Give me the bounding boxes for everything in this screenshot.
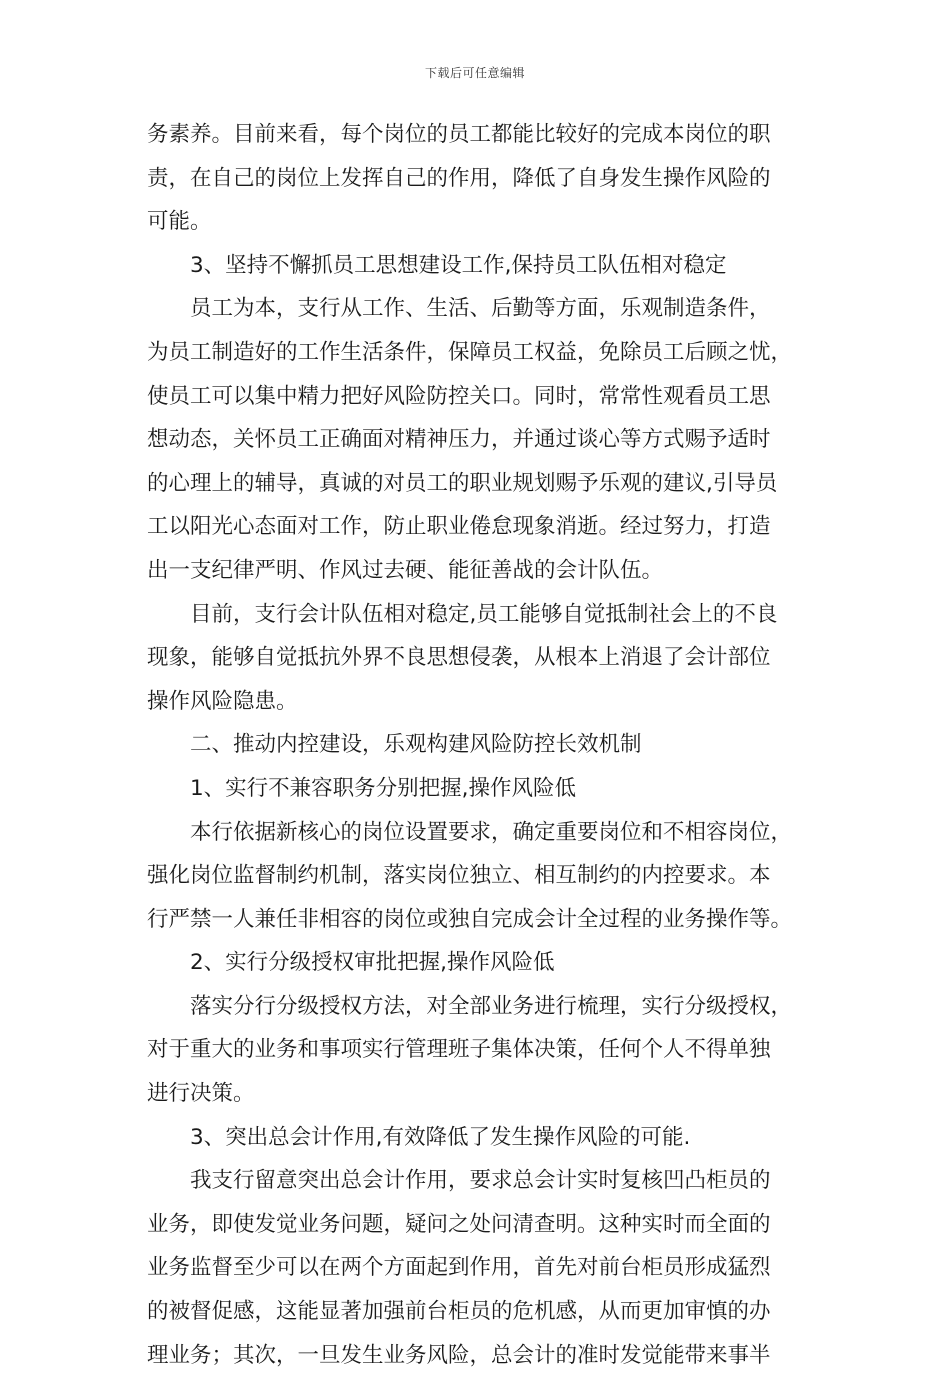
subsection-heading: 2、实行分级授权审批把握,操作风险低 (190, 950, 555, 976)
paragraph-line: 使员工可以集中精力把好风险防控关口。同时，常常性观看员工思 (147, 383, 771, 409)
paragraph-line: 行严禁一人兼任非相容的岗位或独自完成会计全过程的业务操作等。 (147, 906, 793, 932)
paragraph-line: 务素养。目前来看，每个岗位的员工都能比较好的完成本岗位的职 (147, 122, 771, 147)
paragraph-line: 我支行留意突出总会计作用，要求总会计实时复核凹凸柜员的 (190, 1168, 771, 1194)
paragraph-line: 业务监督至少可以在两个方面起到作用，首先对前台柜员形成猛烈 (147, 1255, 771, 1281)
paragraph-line: 对于重大的业务和事项实行管理班子集体决策，任何个人不得单独 (147, 1037, 771, 1063)
subsection-heading: 1、实行不兼容职务分别把握,操作风险低 (190, 775, 577, 801)
paragraph-line: 责，在自己的岗位上发挥自己的作用，降低了自身发生操作风险的 (147, 165, 771, 191)
paragraph-line: 为员工制造好的工作生活条件，保障员工权益，免除员工后顾之忧， (147, 339, 793, 365)
paragraph-line: 目前，支行会计队伍相对稳定,员工能够自觉抵制社会上的不良 (190, 601, 778, 627)
paragraph-line: 员工为本，支行从工作、生活、后勤等方面，乐观制造条件， (190, 296, 771, 322)
paragraph-line: 强化岗位监督制约机制，落实岗位独立、相互制约的内控要求。本 (147, 863, 771, 889)
paragraph-line: 工以阳光心态面对工作，防止职业倦怠现象消逝。经过努力，打造 (147, 514, 771, 540)
paragraph-line: 想动态，关怀员工正确面对精神压力，并通过谈心等方式赐予适时 (147, 427, 771, 453)
subsection-heading: 3、突出总会计作用,有效降低了发生操作风险的可能. (190, 1124, 691, 1150)
page-header: 下载后可任意编辑 (424, 66, 525, 80)
section-heading: 二、推动内控建设，乐观构建风险防控长效机制 (190, 732, 642, 758)
paragraph-line: 本行依据新核心的岗位设置要求，确定重要岗位和不相容岗位， (190, 819, 793, 845)
paragraph-line: 业务，即使发觉业务问题，疑问之处问清查明。这种实时而全面的 (147, 1211, 771, 1237)
paragraph-line: 理业务；其次，一旦发生业务风险，总会计的准时发觉能带来事半 (147, 1342, 771, 1368)
paragraph-line: 进行决策。 (147, 1081, 255, 1107)
paragraph-line: 出一支纪律严明、作风过去硬、能征善战的会计队伍。 (147, 557, 664, 583)
section-heading: 3、坚持不懈抓员工思想建设工作,保持员工队伍相对稳定 (190, 252, 727, 278)
document-body (147, 113, 827, 1377)
paragraph-line: 操作风险隐患。 (147, 688, 298, 714)
paragraph-line: 现象，能够自觉抵抗外界不良思想侵袭，从根本上消退了会计部位 (147, 645, 771, 671)
paragraph-line: 的心理上的辅导，真诚的对员工的职业规划赐予乐观的建议,引导员 (147, 470, 778, 496)
paragraph-line: 的被督促感，这能显著加强前台柜员的危机感，从而更加审慎的办 (147, 1299, 771, 1325)
paragraph-line: 落实分行分级授权方法，对全部业务进行梳理，实行分级授权， (190, 993, 793, 1019)
paragraph-line: 可能。 (147, 209, 212, 235)
